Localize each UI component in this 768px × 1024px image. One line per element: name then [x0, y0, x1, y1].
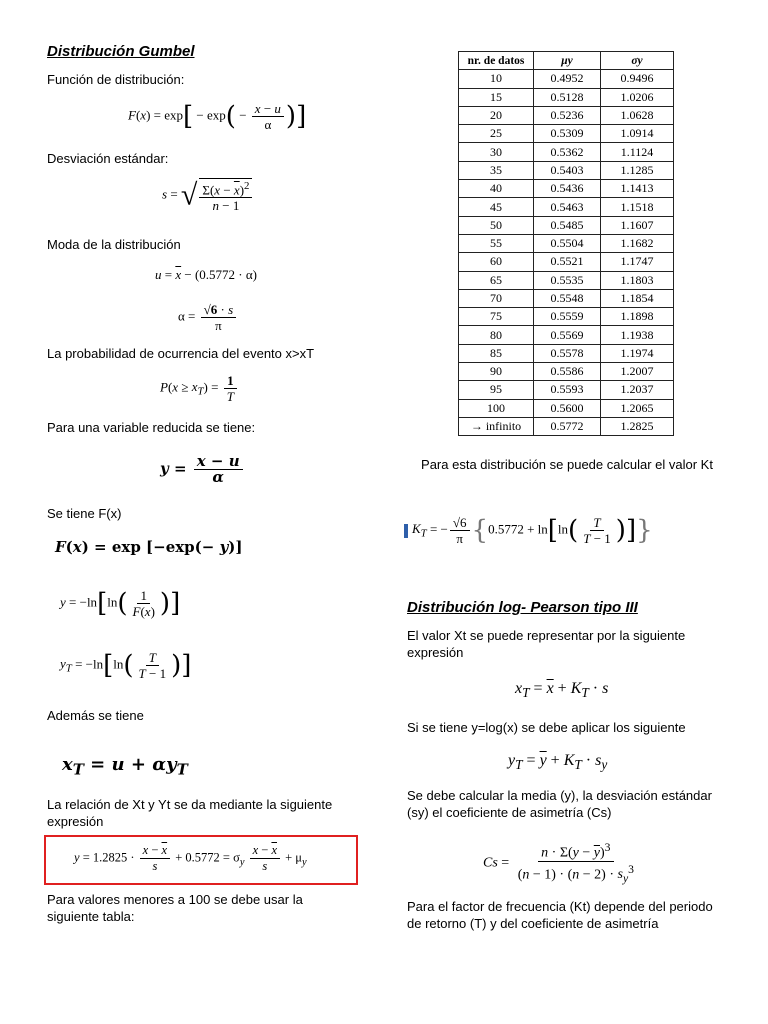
eq-y-ln: y = −ln[ln( $\frac{1}{F(x)}$ )]	[60, 588, 181, 619]
xt-label: El valor Xt se puede representar por la siguiente expresión	[407, 628, 686, 660]
cell-sigma: 1.1854	[601, 289, 674, 307]
cell-n: 65	[459, 271, 534, 289]
table-row	[459, 381, 674, 399]
cell-mu: 0.5600	[534, 399, 601, 417]
header-n: nr. de datos	[459, 52, 534, 70]
gumbel-table	[458, 51, 674, 436]
cell-mu: 0.5403	[534, 161, 601, 179]
eq-fx: F(x) = exp [−exp(− y)]	[55, 538, 243, 556]
table-header-row	[459, 52, 674, 70]
cell-n: 45	[459, 198, 534, 216]
cell-n: 10	[459, 70, 534, 88]
cell-sigma: 1.1898	[601, 308, 674, 326]
cell-mu: 0.5535	[534, 271, 601, 289]
cell-sigma: 1.2037	[601, 381, 674, 399]
cell-mu: 0.5463	[534, 198, 601, 216]
cell-mu: 0.5521	[534, 253, 601, 271]
cell-mu: 0.5586	[534, 363, 601, 381]
highlighted-relation-box	[44, 835, 358, 885]
cell-mu: 0.5485	[534, 216, 601, 234]
mode-label: Moda de la distribución	[47, 237, 181, 252]
cell-mu: 0.5436	[534, 180, 601, 198]
cell-mu: 0.5569	[534, 326, 601, 344]
table-row	[459, 125, 674, 143]
cell-mu: 0.5578	[534, 344, 601, 362]
cell-n: → infinito	[459, 417, 534, 435]
cell-sigma: 1.1518	[601, 198, 674, 216]
table-row	[459, 180, 674, 198]
cell-sigma: 0.9496	[601, 70, 674, 88]
eq-distribution-function: F(x) = exp[ − exp( − $\frac{x - u}{\alpha}$ )]	[128, 101, 307, 132]
table-row	[459, 198, 674, 216]
reduced-var-label: Para una variable reducida se tiene:	[47, 420, 256, 435]
table-row	[459, 234, 674, 252]
table-row	[459, 289, 674, 307]
cell-n: 75	[459, 308, 534, 326]
cell-mu: 0.5128	[534, 88, 601, 106]
table-row	[459, 253, 674, 271]
cell-sigma: 1.1124	[601, 143, 674, 161]
cell-sigma: 1.1938	[601, 326, 674, 344]
eq-reduced-variable: y = $\frac{x - u}{\alpha}$	[160, 454, 245, 485]
log-label: Si se tiene y=log(x) se debe aplicar los siguiente	[407, 720, 686, 735]
eq-xt: $x_T = u + \alpha y_T$	[62, 754, 188, 779]
eq-alpha: α = $\frac{√6 \cdot s}{\pi}$	[178, 302, 238, 333]
cell-n: 35	[459, 161, 534, 179]
table-row	[459, 88, 674, 106]
cell-n: 90	[459, 363, 534, 381]
cell-n: 60	[459, 253, 534, 271]
table-row	[459, 326, 674, 344]
cell-sigma: 1.1747	[601, 253, 674, 271]
table-row	[459, 308, 674, 326]
marker-icon	[404, 524, 408, 538]
header-mu: μy	[534, 52, 601, 70]
dist-func-label: Función de distribución:	[47, 72, 185, 87]
cell-sigma: 1.2007	[601, 363, 674, 381]
cell-n: 20	[459, 106, 534, 124]
eq-std-dev: s = √ $\frac{\Sigma(x - \overline{x})^2}{n - 1}$	[162, 178, 254, 213]
cell-sigma: 1.1285	[601, 161, 674, 179]
cell-n: 25	[459, 125, 534, 143]
kt-label: Para esta distribución se puede calcular el valor Kt	[421, 457, 713, 472]
cell-mu: 0.5548	[534, 289, 601, 307]
relation-label: La relación de Xt y Yt se da mediante la siguiente expresión	[47, 797, 333, 829]
table-note: Para valores menores a 100 se debe usar la siguiente tabla:	[47, 892, 303, 924]
table-row	[459, 70, 674, 88]
cell-n: 100	[459, 399, 534, 417]
cell-sigma: 1.1607	[601, 216, 674, 234]
pearson-title: Distribución log- Pearson tipo III	[407, 599, 638, 616]
cell-sigma: 1.0206	[601, 88, 674, 106]
table-row	[459, 399, 674, 417]
fx-label: Se tiene F(x)	[47, 506, 122, 521]
also-label: Además se tiene	[47, 708, 144, 723]
eq-mode: $u = \overline{x} - (0.5772 \cdot \alpha)$	[155, 267, 258, 282]
stats-label: Se debe calcular la media (y), la desviación estándar (sy) el coeficiente de asimetría (Cs)	[407, 788, 712, 820]
gumbel-title: Distribución Gumbel	[47, 43, 195, 60]
cell-mu: 0.5504	[534, 234, 601, 252]
eq-probability: $P(x \ge x_T)$ = $\frac{1}{T}$	[160, 373, 239, 404]
cell-sigma: 1.2825	[601, 417, 674, 435]
cell-n: 70	[459, 289, 534, 307]
cell-mu: 0.5309	[534, 125, 601, 143]
eq-yt-pearson: $y_T = \overline{y} + K_T \cdot s_y$	[508, 752, 608, 773]
cell-sigma: 1.2065	[601, 399, 674, 417]
table-row	[459, 216, 674, 234]
cell-mu: 0.5236	[534, 106, 601, 124]
cell-n: 50	[459, 216, 534, 234]
cell-n: 80	[459, 326, 534, 344]
cell-mu: 0.5772	[534, 417, 601, 435]
eq-xt-pearson: $x_T = \overline{x} + K_T \cdot s$	[515, 680, 609, 701]
cell-sigma: 1.1974	[601, 344, 674, 362]
cell-n: 55	[459, 234, 534, 252]
eq-yt-ln: $y_T = -\ln[\ln$( $\frac{T}{T - 1}$ )]	[60, 650, 192, 681]
cell-n: 30	[459, 143, 534, 161]
cell-mu: 0.5559	[534, 308, 601, 326]
eq-kt: $K_T$ = − $\frac{√6}{\pi}$ {0.5772 + ln[ln( $\frac{T}{T - 1}$ )]}	[404, 515, 653, 546]
cell-sigma: 1.1682	[601, 234, 674, 252]
table-row	[459, 344, 674, 362]
table-row	[459, 417, 674, 435]
table-row	[459, 143, 674, 161]
cell-sigma: 1.0628	[601, 106, 674, 124]
cell-mu: 0.5362	[534, 143, 601, 161]
table-row	[459, 363, 674, 381]
cell-n: 95	[459, 381, 534, 399]
header-sigma: σy	[601, 52, 674, 70]
table-row	[459, 106, 674, 124]
cell-mu: 0.5593	[534, 381, 601, 399]
eq-relation: y = 1.2825 · $\frac{x - \overline{x}}{s}$ + $0.5772 = \sigma_y$ $\frac{x - \overline{x}}{s}$ + $\mu_y$	[74, 843, 307, 873]
cell-n: 85	[459, 344, 534, 362]
cell-n: 40	[459, 180, 534, 198]
std-dev-label: Desviación estándar:	[47, 151, 169, 166]
cell-sigma: 1.1413	[601, 180, 674, 198]
prob-label: La probabilidad de ocurrencia del evento x>xT	[47, 346, 315, 361]
table-row	[459, 271, 674, 289]
table-row	[459, 161, 674, 179]
cell-sigma: 1.1803	[601, 271, 674, 289]
cell-n: 15	[459, 88, 534, 106]
cell-sigma: 1.0914	[601, 125, 674, 143]
eq-cs: Cs = $\frac{n \cdot \Sigma(y - \overline{y})^3}{(n - 1) \cdot (n - 2) \cdot s_y^3}$	[483, 841, 634, 886]
cell-mu: 0.4952	[534, 70, 601, 88]
freq-label: Para el factor de frecuencia (Kt) depende del periodo de retorno (T) y del coeficiente de asimetría	[407, 899, 713, 931]
